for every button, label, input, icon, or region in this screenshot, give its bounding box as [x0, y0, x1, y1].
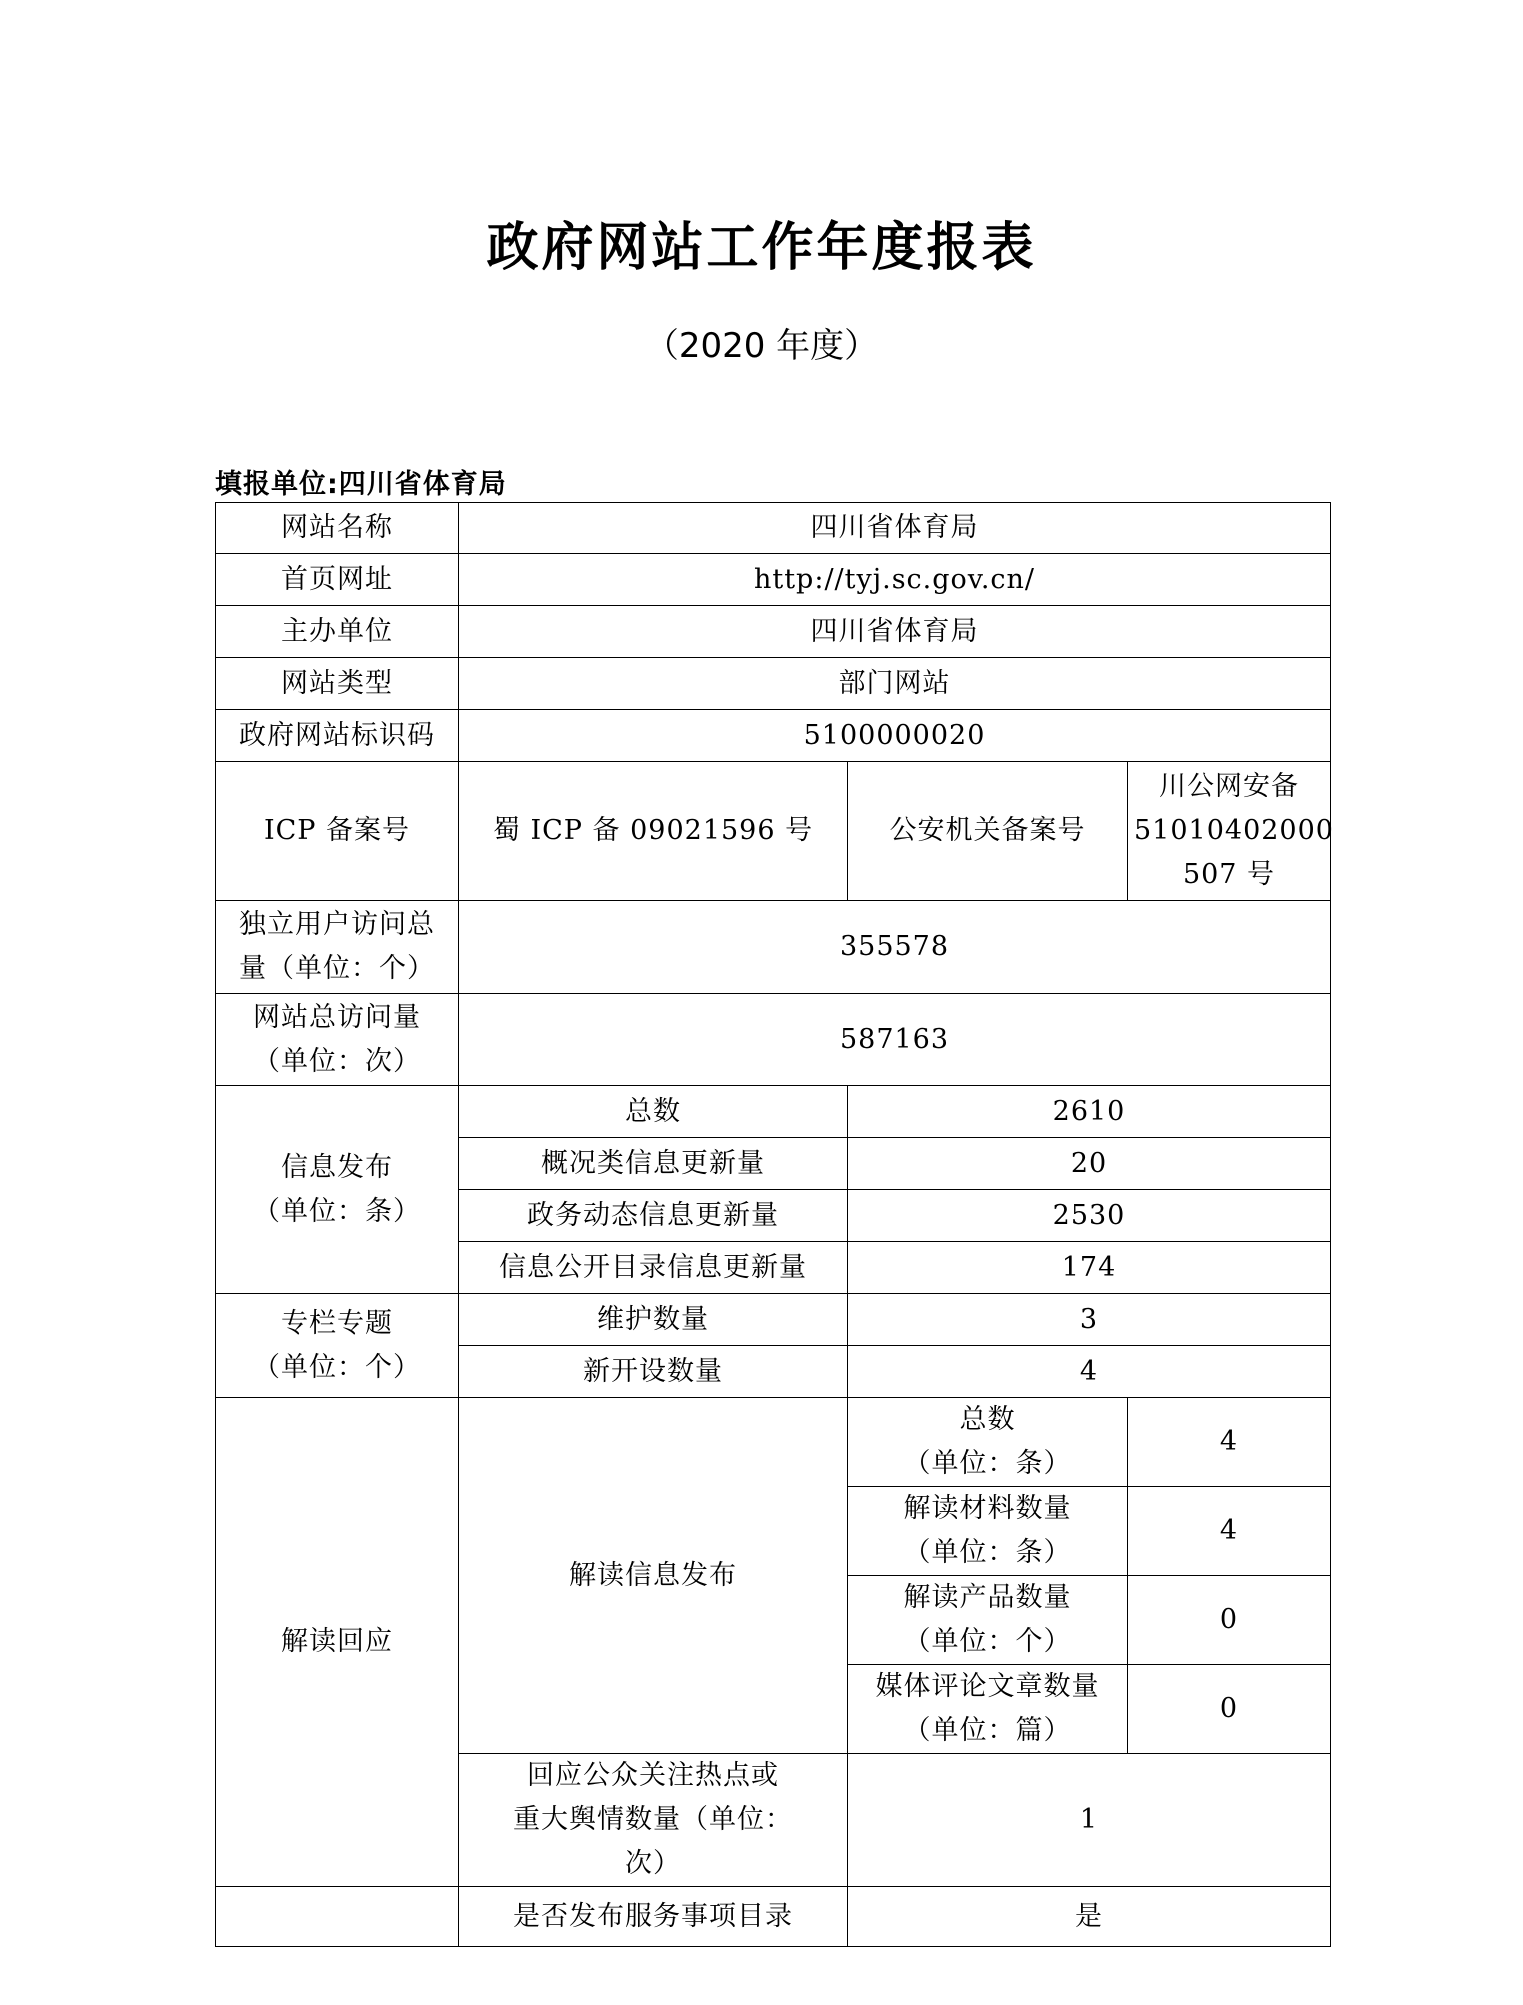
column-label-line-1: 专栏专题 [281, 1307, 393, 1339]
table-row [216, 994, 1331, 1086]
column-label-line-2: （单位：个） [253, 1351, 421, 1383]
interp-total-label-line-1: 总数 [959, 1404, 1016, 1435]
pv-label [216, 994, 459, 1086]
hotspot-value: 1 [848, 1754, 1331, 1887]
interp-label: 解读回应 [216, 1398, 459, 1887]
police-value [1128, 762, 1334, 901]
service-label: 是否发布服务事项目录 [459, 1887, 848, 1947]
uv-label-line-2: 量（单位：个） [239, 953, 435, 984]
column-new-label: 新开设数量 [459, 1346, 848, 1398]
info-label-line-1: 信息发布 [281, 1151, 393, 1183]
interp-total-label [848, 1398, 1128, 1487]
table-row [216, 1086, 1331, 1138]
interp-material-value: 4 [1128, 1487, 1331, 1576]
service-value: 是 [848, 1887, 1331, 1947]
filling-unit: 填报单位:四川省体育局 [215, 469, 507, 500]
police-value-line-3: 507 号 [1182, 859, 1276, 890]
site-type-value: 部门网站 [459, 658, 1331, 710]
table-row [216, 606, 1331, 658]
interp-product-label [848, 1576, 1128, 1665]
table-row [216, 1887, 1331, 1947]
interp-material-label-line-2: （单位：条） [903, 1537, 1072, 1568]
info-overview-label: 概况类信息更新量 [459, 1138, 848, 1190]
info-catalog-value: 174 [848, 1242, 1331, 1294]
interp-media-label-line-1: 媒体评论文章数量 [875, 1671, 1100, 1702]
site-code-label: 政府网站标识码 [216, 710, 459, 762]
info-affairs-label: 政务动态信息更新量 [459, 1190, 848, 1242]
site-name-value: 四川省体育局 [459, 503, 1331, 554]
icp-value: 蜀 ICP 备 09021596 号 [459, 762, 848, 901]
table-row [216, 554, 1331, 606]
interp-total-value: 4 [1128, 1398, 1331, 1487]
report-year: （2020 年度） [644, 326, 879, 366]
table-row [216, 710, 1331, 762]
uv-value: 355578 [459, 901, 1331, 994]
interp-media-label-line-2: （单位：篇） [903, 1715, 1072, 1746]
interp-media-label [848, 1665, 1128, 1754]
hotspot-label-line-2: 重大舆情数量（单位： [513, 1804, 793, 1835]
table-row [216, 762, 1331, 901]
column-label [216, 1294, 459, 1398]
police-value-line-2: 51010402000 [1134, 815, 1334, 846]
homepage-label: 首页网址 [216, 554, 459, 606]
interp-pub-label: 解读信息发布 [459, 1398, 848, 1754]
interp-material-label [848, 1487, 1128, 1576]
uv-label [216, 901, 459, 994]
pv-value: 587163 [459, 994, 1331, 1086]
site-code-value: 5100000020 [459, 710, 1331, 762]
info-label [216, 1086, 459, 1294]
interp-product-value: 0 [1128, 1576, 1331, 1665]
table-row [216, 1294, 1331, 1346]
table-row [216, 901, 1331, 994]
hotspot-label-line-1: 回应公众关注热点或 [527, 1760, 779, 1791]
homepage-value: http://tyj.sc.gov.cn/ [459, 554, 1331, 606]
interp-product-label-line-2: （单位：个） [903, 1626, 1072, 1657]
interp-product-label-line-1: 解读产品数量 [903, 1582, 1072, 1613]
pv-label-line-1: 网站总访问量 [253, 1001, 421, 1033]
info-total-label: 总数 [459, 1086, 848, 1138]
info-total-value: 2610 [848, 1086, 1331, 1138]
column-new-value: 4 [848, 1346, 1331, 1398]
icp-label: ICP 备案号 [216, 762, 459, 901]
report-table [215, 502, 1334, 1947]
info-catalog-label: 信息公开目录信息更新量 [459, 1242, 848, 1294]
uv-label-line-1: 独立用户访问总 [239, 909, 435, 940]
interp-material-label-line-1: 解读材料数量 [903, 1493, 1072, 1524]
service-blank-cell [216, 1887, 459, 1947]
interp-media-value: 0 [1128, 1665, 1331, 1754]
hotspot-label-line-3: 次） [625, 1848, 681, 1879]
site-name-label: 网站名称 [216, 503, 459, 554]
table-row [216, 658, 1331, 710]
hotspot-label [459, 1754, 848, 1887]
police-label: 公安机关备案号 [848, 762, 1128, 901]
interp-total-label-line-2: （单位：条） [903, 1448, 1072, 1479]
info-overview-value: 20 [848, 1138, 1331, 1190]
site-type-label: 网站类型 [216, 658, 459, 710]
info-affairs-value: 2530 [848, 1190, 1331, 1242]
column-maint-value: 3 [848, 1294, 1331, 1346]
host-label: 主办单位 [216, 606, 459, 658]
police-value-line-1: 川公网安备 [1159, 771, 1299, 802]
page-title: 政府网站工作年度报表 [486, 218, 1037, 278]
table-row [216, 503, 1331, 554]
info-label-line-2: （单位：条） [253, 1195, 421, 1227]
host-value: 四川省体育局 [459, 606, 1331, 658]
column-maint-label: 维护数量 [459, 1294, 848, 1346]
table-row [216, 1398, 1331, 1487]
pv-label-line-2: （单位：次） [253, 1045, 421, 1077]
